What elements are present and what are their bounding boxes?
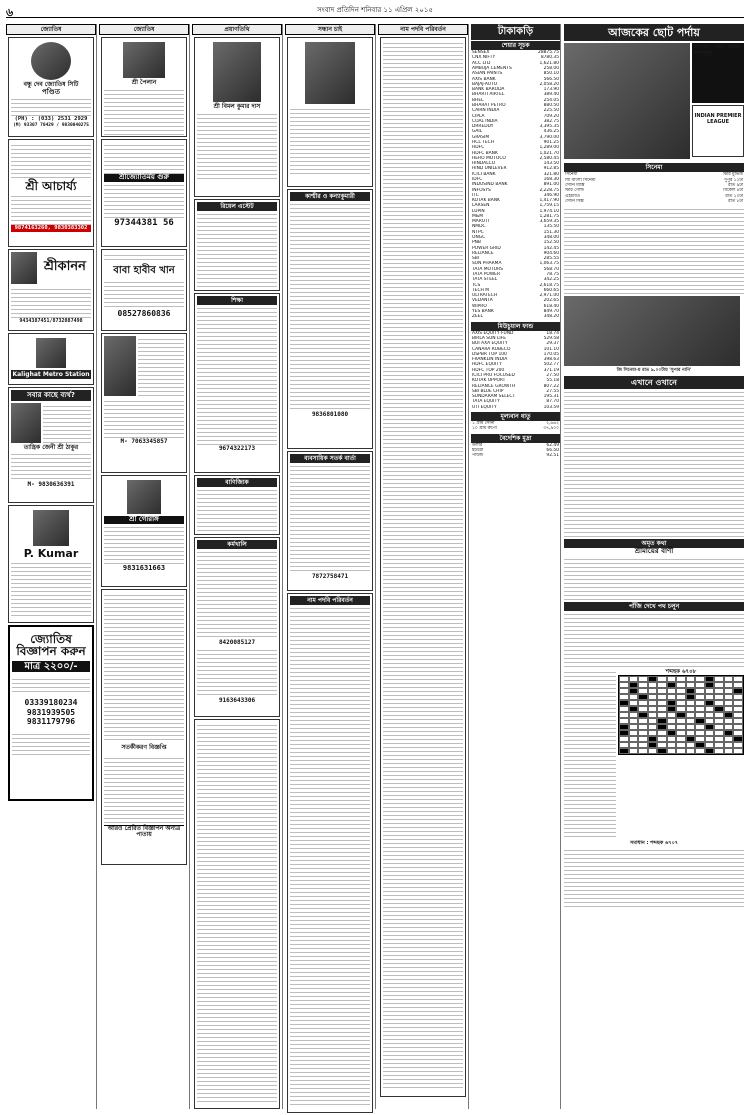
row-value: 709.20 xyxy=(543,113,559,119)
row-label: ICICI PRU FOCUSED xyxy=(472,372,515,378)
row-label: পাউন্ড xyxy=(472,453,484,459)
row-label: FRANKLIN INDIA xyxy=(472,357,508,363)
ad-thakur xyxy=(8,387,94,503)
row-label: TATA MOTORS xyxy=(472,266,503,272)
row-label: CIPLA xyxy=(472,113,485,119)
masthead-date: সংবাদ প্রতিদিন শনিবার ১১ এপ্রিল ২০১৫ xyxy=(317,6,433,14)
row-label: TATA STEEL xyxy=(472,277,498,283)
row-value: 55.18 xyxy=(546,378,559,384)
row-label: RELIANCE xyxy=(472,250,494,256)
row-value: 348.00 xyxy=(543,235,559,241)
ad-title: ব্যবসায়িক সতর্ক বার্তা xyxy=(290,454,370,463)
row-value: 92.51 xyxy=(546,453,559,459)
column-header: নাম পদবি পরিবর্তন xyxy=(378,24,468,35)
row-value: 342.25 xyxy=(543,277,559,283)
row-value: 3,790.00 xyxy=(539,134,559,140)
ad-name-change-list xyxy=(380,37,466,1097)
row-label: HDFC EQUITY xyxy=(472,362,502,368)
ad-title: শ্রী গৌরাঙ্গ xyxy=(104,516,184,524)
row-label: IDFC xyxy=(472,176,483,182)
row-value: 152.50 xyxy=(543,240,559,246)
forex-table xyxy=(471,443,560,459)
row-value: 195.31 xyxy=(543,394,559,400)
row-label: ১০ গ্রাম রুপো xyxy=(472,426,497,432)
crossword-cell[interactable] xyxy=(657,748,667,754)
row-label: AXIS EQUITY FUND xyxy=(472,330,514,336)
ad-phone: 9831179796 xyxy=(26,717,76,727)
ad-phone: 9163643306 xyxy=(218,696,256,704)
fund-row xyxy=(471,405,560,410)
ad-obituary xyxy=(194,37,280,197)
row-value: 1,621.80 xyxy=(539,60,559,66)
row-value: 168.30 xyxy=(543,176,559,182)
tv-title: আজকের ছোট পর্দায় xyxy=(564,24,744,41)
row-value: 371.19 xyxy=(543,367,559,373)
ad-title: জ্যোতিষ বিজ্ঞাপন করুন xyxy=(16,632,86,659)
movie-caption: জি সিনেমা-য় রাত ৯.০০টায় 'সুপার নানি' xyxy=(616,368,692,374)
ad-phone: M- 9830636391 xyxy=(27,481,75,489)
row-label: UTI EQUITY xyxy=(472,404,497,410)
ad-name: তান্ত্রিক জেনী শ্রী ঠাকুর xyxy=(23,443,79,451)
cricket-photo xyxy=(564,43,690,159)
row-label: HDFC xyxy=(472,145,485,151)
row-value: 2,058.20 xyxy=(539,81,559,87)
row-value: 2,971.00 xyxy=(539,293,559,299)
index-label: SENSEX xyxy=(472,50,490,56)
column-header: সন্ধান চাই xyxy=(285,24,375,35)
row-value: 254.05 xyxy=(543,97,559,103)
crossword-cell[interactable] xyxy=(667,748,677,754)
row-label: LARSEN xyxy=(472,203,490,209)
ad-title: রিয়েল এস্টেট xyxy=(197,202,277,211)
row-label: সিনেমা xyxy=(565,172,578,178)
row-label: ONGC xyxy=(472,235,486,241)
row-value: 2,618.75 xyxy=(539,282,559,288)
ad-name: শ্রী পৈলান xyxy=(131,79,157,87)
row-value: 382.75 xyxy=(543,118,559,124)
row-label: HIND UNILEVER xyxy=(472,166,507,172)
page-number: ৬ xyxy=(6,6,14,19)
portrait-photo xyxy=(36,338,66,368)
row-value: 618.40 xyxy=(543,303,559,309)
masthead xyxy=(6,4,744,18)
column-astrology-2 xyxy=(99,24,190,1109)
ad-phone: 03339180234 xyxy=(24,698,78,708)
row-value: ২,৬৬২ xyxy=(546,421,559,427)
portrait-photo xyxy=(213,42,261,102)
column-name-change xyxy=(378,24,469,1109)
ad-phone: 9831939505 xyxy=(26,707,76,717)
row-value: 151.30 xyxy=(543,229,559,235)
row-value: 3,659.35 xyxy=(539,219,559,225)
index-label: CNX NIFTY xyxy=(472,55,496,61)
row-label: DSPBR TOP 100 xyxy=(472,351,507,357)
row-label: GRASIM xyxy=(472,134,490,140)
ad-phone: M- 7063345857 xyxy=(120,438,168,446)
row-value: 566.50 xyxy=(543,76,559,82)
ipl-block xyxy=(564,43,744,161)
crossword-cell[interactable] xyxy=(629,748,639,754)
row-value: 103.59 xyxy=(543,404,559,410)
row-value: 321.80 xyxy=(543,171,559,177)
row-value: 2,228.75 xyxy=(539,187,559,193)
row-label: BAJAJ-AUTO xyxy=(472,81,498,87)
index-value: 28875.75 xyxy=(538,50,559,56)
row-label: GAIL xyxy=(472,129,483,135)
crossword-cell[interactable] xyxy=(619,748,629,754)
row-label: সোনি ম্যাক্স xyxy=(565,182,585,188)
row-value: 436.25 xyxy=(543,129,559,135)
row-label: ICICI BANK xyxy=(472,171,496,177)
stock-row xyxy=(471,314,560,319)
column-header: জ্যোতিষ xyxy=(99,24,189,35)
crossword-cell[interactable] xyxy=(705,748,715,754)
row-label: ASIAN PAINTS xyxy=(472,71,503,77)
ad-real-estate xyxy=(194,199,280,291)
column-tv xyxy=(564,24,744,1109)
ad-name: পণ্ডিত xyxy=(42,87,60,96)
funds-table xyxy=(471,331,560,410)
portrait-photo xyxy=(127,480,161,514)
crossword-grid[interactable] xyxy=(618,675,744,755)
column-header: প্রয়াণতিথি xyxy=(192,24,282,35)
ad-jyotirmoy xyxy=(101,139,187,247)
row-value: 3,395.35 xyxy=(539,124,559,130)
row-label: ১ গ্রাম সোনা xyxy=(472,421,495,427)
row-value: 62.49 xyxy=(546,442,559,448)
row-value: স্টার মুভিজ xyxy=(723,172,743,178)
row-label: SBI BLUE CHIP xyxy=(472,388,504,394)
row-label: ডলার xyxy=(472,442,483,448)
row-label: HDFC BANK xyxy=(472,150,498,156)
row-value: দুপুর ১২টা xyxy=(724,177,743,183)
row-value: 502.77 xyxy=(543,362,559,368)
ad-tantra xyxy=(101,333,187,473)
ad-astrology-advert xyxy=(8,625,94,801)
stocks-table xyxy=(471,61,560,320)
ad-jobs-more xyxy=(194,719,280,1109)
row-label: BHARTI AIRTEL xyxy=(472,92,505,98)
row-value: 1,759.15 xyxy=(539,203,559,209)
portrait-photo xyxy=(305,42,355,104)
row-label: TATA POWER xyxy=(472,272,501,277)
index-table xyxy=(471,50,560,61)
row-label: LUPIN xyxy=(472,208,485,214)
row-value: 29.37 xyxy=(546,341,559,347)
row-value: 1,281.75 xyxy=(539,213,559,219)
row-value: 568.70 xyxy=(543,266,559,272)
row-label: INFOSYS xyxy=(472,187,491,193)
row-value: 142.45 xyxy=(543,245,559,251)
yantra-image xyxy=(33,510,69,546)
ad-habib-khan xyxy=(101,249,187,331)
ad-tour-kashmir xyxy=(287,189,373,449)
ad-title: সতর্কীকরণ বিজ্ঞপ্তি xyxy=(121,744,167,752)
row-label: ZEEL xyxy=(472,314,484,320)
column-astrology-1 xyxy=(6,24,97,1109)
row-value: 912.85 xyxy=(543,166,559,172)
ad-phone: 97344381 56 xyxy=(114,217,174,228)
row-label: YES BANK xyxy=(472,308,494,314)
row-value: 529.58 xyxy=(543,336,559,341)
section-title: বৈদেশিক মুদ্রা xyxy=(471,434,560,443)
bullion-row xyxy=(471,426,560,431)
ad-mobile: (M) 93307 70429 / 9830040275 xyxy=(13,123,89,129)
row-value: 660.65 xyxy=(543,287,559,293)
ad-name: শ্রী বিমল কুমার দাস xyxy=(213,103,261,111)
row-value: 202.65 xyxy=(543,298,559,304)
row-label: BHEL xyxy=(472,97,484,103)
ad-bandhu-dev xyxy=(8,37,94,137)
ad-title: বন্ধু দেব জ্যোতিষ সিটি xyxy=(23,81,79,89)
ad-missing-person xyxy=(287,37,373,187)
crossword-cell[interactable] xyxy=(733,748,743,754)
row-value: 849.70 xyxy=(543,308,559,314)
row-label: PNB xyxy=(472,240,481,246)
crossword-cell[interactable] xyxy=(648,748,658,754)
ad-title: বাবা হাবীব খান xyxy=(113,265,175,277)
forex-row xyxy=(471,453,560,458)
crossword-cell[interactable] xyxy=(724,748,734,754)
ad-kalighat xyxy=(8,333,94,385)
ipl-match: কলকাতা নাইট রাইডার্স বনাম মুম্বই xyxy=(692,43,744,103)
ad-name-change xyxy=(287,593,373,1113)
row-label: সোনি সিক্স xyxy=(565,198,584,204)
row-label: জি বাংলা সিনেমা xyxy=(565,177,596,183)
row-label: TECH M xyxy=(472,287,490,293)
column-header: জ্যোতিষ xyxy=(6,24,96,35)
row-label: KOTAK BANK xyxy=(472,198,500,204)
crossword-cell[interactable] xyxy=(695,748,705,754)
row-value: 398.63 xyxy=(543,357,559,363)
row-value: 1,063.75 xyxy=(539,261,559,267)
row-value: 904.60 xyxy=(543,250,559,256)
column-missing xyxy=(285,24,376,1109)
row-value: 258.00 xyxy=(543,66,559,72)
row-value: 87.70 xyxy=(546,399,559,405)
row-value: 225.50 xyxy=(543,108,559,114)
saying-title: শ্রীমায়ের বাণী xyxy=(634,547,674,556)
row-label: WIPRO xyxy=(472,303,487,309)
crossword-cell[interactable] xyxy=(676,748,686,754)
row-value: 2,580.45 xyxy=(539,155,559,161)
ad-station: Kalighat Metro Station xyxy=(12,371,90,379)
ad-title: শিক্ষা xyxy=(197,296,277,305)
ad-title: সবার কাছে ব্যর্থ? xyxy=(11,390,91,400)
row-value: 880.50 xyxy=(543,103,559,108)
row-value: 66.50 xyxy=(546,448,559,454)
row-label: স্টার গোল্ড xyxy=(565,188,584,194)
ad-title: শ্রীকানন xyxy=(44,259,86,275)
row-label: TATA EQUITY xyxy=(472,399,500,405)
index-value: 8780.35 xyxy=(540,55,559,61)
row-label: DRREDDY xyxy=(472,124,494,130)
row-value: 27.55 xyxy=(546,388,559,394)
row-label: BIRLA SUN LIFE xyxy=(472,336,507,341)
section-title: পাঁজি দেখে পথ চলুন xyxy=(564,602,744,611)
section-title: অমৃত কথা xyxy=(564,539,744,548)
ad-classified-notices xyxy=(101,589,187,865)
row-label: VEDANTA xyxy=(472,298,493,304)
ad-phone: 9434387451/8732087498 xyxy=(19,318,83,325)
row-value: রাত ৯টা xyxy=(728,182,743,188)
portrait-photo xyxy=(11,252,37,284)
row-value: 143.50 xyxy=(543,161,559,167)
row-label: BANK BARODA xyxy=(472,87,505,93)
row-value: 891.00 xyxy=(543,182,559,188)
ad-shrikanan xyxy=(8,249,94,331)
row-label: TCS xyxy=(472,282,481,288)
row-label: M&M xyxy=(472,213,484,219)
row-label: BHARAT PETRO xyxy=(472,103,506,108)
ad-phone: 9836801080 xyxy=(311,411,349,419)
column-obituary xyxy=(192,24,283,1109)
section-title: এখানে ওখানে xyxy=(564,376,744,390)
row-label: CAIRN INDIA xyxy=(472,108,500,114)
portrait-photo xyxy=(123,42,165,78)
ipl-logo: INDIAN PREMIER LEAGUE xyxy=(692,105,744,157)
row-value: 807.22 xyxy=(543,383,559,389)
ad-gouranga xyxy=(101,475,187,587)
row-label: CANARA ROBECO xyxy=(472,346,511,352)
row-value: 1,021.70 xyxy=(539,150,559,156)
ad-business xyxy=(194,475,280,535)
row-label: BOI AXA EQUITY xyxy=(472,341,508,347)
ad-title: বাণিজ্যিক xyxy=(197,478,277,487)
row-value: রাত ৮টা xyxy=(728,198,743,204)
crossword-cell[interactable] xyxy=(714,748,724,754)
row-value: 285.55 xyxy=(543,256,559,262)
row-value: বিকেল ৪টা xyxy=(723,188,743,194)
row-value: 173.90 xyxy=(543,87,559,93)
row-value: 850.10 xyxy=(543,71,559,77)
ad-phone: 9674322173 xyxy=(218,445,256,453)
ad-title: শ্রীজ্যোতির্ময় গুরু xyxy=(104,174,184,182)
row-value: রাত ১০টা xyxy=(725,193,743,199)
row-value: 901.25 xyxy=(543,139,559,145)
portrait-photo xyxy=(11,403,41,443)
row-label: HERO MOTOCO xyxy=(472,155,506,161)
row-value: 135.50 xyxy=(543,224,559,230)
section-title: মিউচুয়াল ফান্ড xyxy=(471,322,560,331)
ad-title: নাম পদবি পরিবর্তন xyxy=(290,596,370,605)
row-value: 348.20 xyxy=(543,314,559,320)
ad-pailan xyxy=(101,37,187,137)
ad-jobs xyxy=(194,537,280,717)
row-value: 1,417.90 xyxy=(539,198,559,204)
ad-shri-acharya xyxy=(8,139,94,247)
row-label: ITC xyxy=(472,192,479,198)
section-title: শেয়ার সূচক xyxy=(471,41,560,50)
ad-phone: (PH) : (033) 2531 2929 xyxy=(14,116,88,123)
deity-image xyxy=(104,336,136,396)
ad-phone: 9831631663 xyxy=(122,563,166,572)
row-value: 389.40 xyxy=(543,92,559,98)
crossword-title: শব্দছক ৬৭০৮ xyxy=(665,669,697,676)
ad-name: P. Kumar xyxy=(23,547,79,561)
ad-footer: আরও প্রেরিত বিজ্ঞাপন অন্যত্র পাতায় xyxy=(104,825,184,839)
row-label: ULTRATECH xyxy=(472,293,498,299)
row-value: 346.90 xyxy=(543,192,559,198)
tv-schedule xyxy=(564,172,744,204)
row-value: 170.05 xyxy=(543,351,559,357)
row-label: HDFC TOP 200 xyxy=(472,367,505,373)
row-value: 1,289.00 xyxy=(539,145,559,151)
crossword-cell[interactable] xyxy=(686,748,696,754)
row-label: HCL TECH xyxy=(472,139,495,145)
movie-still xyxy=(564,296,740,366)
row-label: KOTAK OPPORT xyxy=(472,378,506,384)
ad-phone: 8420085127 xyxy=(218,639,256,647)
row-value: 78.75 xyxy=(546,272,559,277)
row-label: ACC LTD xyxy=(472,60,491,66)
row-value: 101.10 xyxy=(543,346,559,352)
crossword-cell[interactable] xyxy=(638,748,648,754)
row-label: NMDC xyxy=(472,224,486,230)
row-value: 27.50 xyxy=(546,372,559,378)
ad-phone: 9874163260, 9830383302 xyxy=(11,225,91,232)
row-label: AXIS BANK xyxy=(472,76,496,82)
row-label: ইউরো xyxy=(472,448,484,454)
ad-title: কর্মখালি xyxy=(197,540,277,549)
market-logo: টাকাকড়ি xyxy=(471,24,560,40)
section-title: সিনেমা xyxy=(564,163,744,172)
row-label: এইচবিও xyxy=(565,193,580,199)
ad-p-kumar xyxy=(8,505,94,623)
row-label: SUN PHARMA xyxy=(472,261,502,267)
row-label: NTPC xyxy=(472,229,484,235)
row-value: 18.74 xyxy=(546,330,559,336)
row-label: INDUSIND BANK xyxy=(472,182,508,188)
row-label: HINDALCO xyxy=(472,161,496,167)
ad-phone: 7872758471 xyxy=(311,573,349,581)
row-label: COAL INDIA xyxy=(472,118,498,124)
row-label: RELIANCE GROWTH xyxy=(472,383,516,389)
column-market xyxy=(471,24,561,1109)
ad-education xyxy=(194,293,280,473)
row-label: POWER GRID xyxy=(472,245,501,251)
row-label: AMBUJA CEMENTS xyxy=(472,66,512,72)
row-label: SBI xyxy=(472,256,480,262)
portrait-photo xyxy=(31,42,71,80)
bullion-table xyxy=(471,421,560,432)
tv-row xyxy=(564,199,744,204)
crossword-solution: সমাধান : শব্দছক ৬৭০৭ xyxy=(630,840,678,847)
ad-phone: 08527860836 xyxy=(117,309,171,319)
row-value: ৩৭,৯০০ xyxy=(543,426,559,432)
ad-title: কাশ্মীর ও কন্যাকুমারী xyxy=(290,192,370,201)
row-label: SUNDARAM SELECT xyxy=(472,394,516,400)
ad-title: শ্রী আচার্য্য xyxy=(25,179,77,194)
row-value: 1,974.10 xyxy=(539,208,559,214)
ad-business-alert xyxy=(287,451,373,591)
row-label: MARUTI xyxy=(472,219,490,225)
ad-price: মাত্র ২২০০/- xyxy=(12,661,90,672)
section-title: মূল্যবান ধাতু xyxy=(471,412,560,421)
